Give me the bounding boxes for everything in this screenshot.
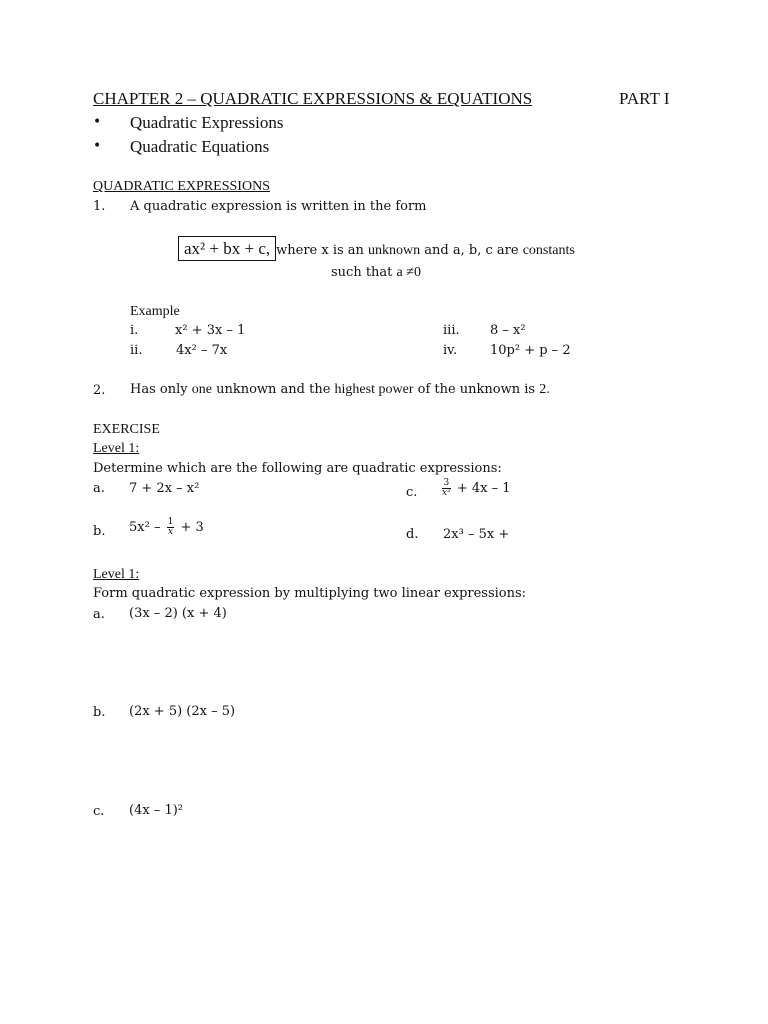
formula-box: ax² + bx + c, — [178, 236, 276, 261]
level-title: Level 1: — [93, 567, 140, 582]
item-expr: 2x³ – 5x + — [443, 527, 510, 542]
formula-condition: such that a ≠0 — [331, 265, 421, 280]
item-expr: (2x + 5) (2x – 5) — [129, 704, 236, 719]
formula-line — [178, 240, 575, 258]
part-label: PART I — [619, 89, 670, 108]
example-expr: x² + 3x – 1 — [175, 323, 246, 338]
bullet-quadratic-expressions: Quadratic Expressions — [130, 113, 284, 132]
item-num: b. — [93, 705, 106, 720]
item-expr: (3x – 2) (x + 4) — [129, 606, 227, 621]
example-num: ii. — [130, 343, 143, 358]
bullet-icon: • — [93, 138, 102, 154]
chapter-title: CHAPTER 2 – QUADRATIC EXPRESSIONS & EQUATIONS — [93, 89, 533, 108]
item-expr: $\frac{3}{\text{x²}}$ + 4x – 1 — [442, 478, 511, 498]
level-title: Level 1: — [93, 441, 140, 456]
item-expr: 7 + 2x – x² — [129, 481, 200, 496]
formula-text: and a, b, c are — [420, 243, 523, 258]
example-label: Example — [130, 304, 180, 319]
formula-constants: constants — [522, 243, 575, 258]
item-num: a. — [93, 481, 105, 496]
point1-text: A quadratic expression is written in the form — [130, 199, 427, 214]
item-expr: (4x – 1)² — [129, 803, 183, 818]
formula-unknown: unknown — [368, 243, 421, 258]
example-num: iii. — [443, 323, 460, 338]
item-num: c. — [406, 485, 418, 500]
item-num: c. — [93, 804, 105, 819]
formula-text: where x is an — [276, 243, 369, 258]
example-expr: 8 – x² — [490, 323, 526, 338]
item-num: b. — [93, 524, 106, 539]
point-number: 1. — [93, 199, 106, 214]
level-instruction: Form quadratic expression by multiplying two linear expressions: — [93, 586, 527, 601]
bullet-icon: • — [93, 114, 102, 130]
example-expr: 10p² + p – 2 — [490, 343, 571, 358]
example-num: iv. — [443, 343, 458, 358]
level-instruction: Determine which are the following are quadratic expressions: — [93, 461, 502, 476]
section-heading: QUADRATIC EXPRESSIONS — [93, 179, 270, 194]
item-num: d. — [406, 527, 419, 542]
example-num: i. — [130, 323, 139, 338]
item-expr: 5x² – $\frac{1}{x}$ + 3 — [129, 517, 204, 537]
bullet-quadratic-equations: Quadratic Equations — [130, 137, 270, 156]
point-number: 2. — [93, 383, 106, 398]
exercise-title: EXERCISE — [93, 422, 160, 437]
item-num: a. — [93, 607, 105, 622]
example-expr: 4x² – 7x — [176, 343, 228, 358]
point2-text: Has only one unknown and the highest power of the unknown is 2. — [130, 382, 550, 397]
